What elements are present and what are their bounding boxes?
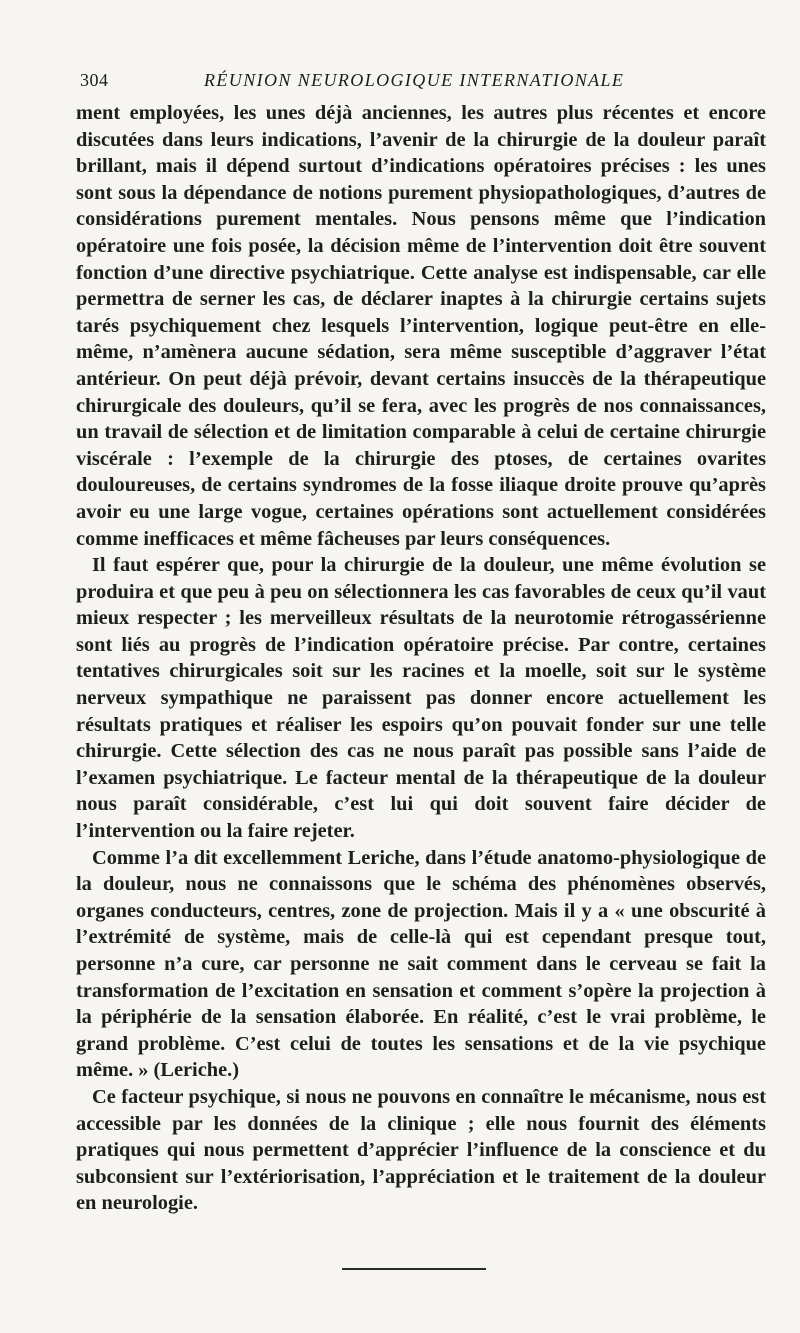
paragraph-4: Ce facteur psychique, si nous ne pouvons en connaître le mécanisme, nous est accessible par les données de la clinique ; elle nous fournit des éléments pratiques qui nous permettent d’apprécier l’influence de la conscience et du subconsient sur l’extériorisation, l’appréciation et le traitement de la douleur en neurologie. [76,1085,766,1215]
body-text [76,100,766,1217]
page [76,62,766,1217]
paragraph-1: ment employées, les unes déjà anciennes, les autres plus récentes et encore discutées dans leurs indications, l’avenir de la chirurgie de la douleur paraît brillant, mais il dépend surtout d’indications opératoires précises : les unes sont sous la dépendance de notions purement physiopathologiques, d’autres de considérations purement mentales. Nous pensons même que l’indication opératoire une fois posée, la décision même de l’intervention doit être souvent fonction d’une directive psychiatrique. Cette analyse est indispensable, car elle permettra de serner les cas, de déclarer inaptes à la chirurgie certains sujets tarés psychiquement chez lesquels l’intervention, logique peut-être en elle-même, n’amènera aucune sédation, sera même susceptible d’aggraver l’état antérieur. On peut déjà prévoir, devant certains insuccès de la thérapeutique chirurgicale des douleurs, qu’il se fera, avec les progrès de nos connaissances, un travail de sélection et de limitation comparable à celui de certaine chirurgie viscérale : l’exemple de la chirurgie des ptoses, de certaines ovarites douloureuses, de certains syndromes de la fosse iliaque droite prouve qu’après avoir eu une large vogue, certaines opérations sont actuellement considérées comme inefficaces et même fâcheuses par leurs conséquences. [76,102,766,550]
running-title: RÉUNION NEUROLOGIQUE INTERNATIONALE [204,70,625,90]
paragraph-2: Il faut espérer que, pour la chirurgie de la douleur, une même évolution se produira et que peu à peu on sélectionnera les cas favorables de ceux qu’il vaut mieux respecter ; les merveilleux résultats de la neurotomie rétrogassérienne sont liés au progrès de l’indication opératoire précise. Par contre, certaines tentatives chirurgicales soit sur les racines et la moelle, soit sur le système nerveux sympathique ne paraissent pas donner encore actuellement les résultats pratiques et réaliser les espoirs qu’on pouvait fonder sur une telle chirurgie. Cette sélection des cas ne nous paraît pas possible sans l’aide de l’examen psychiatrique. Le facteur mental de la thérapeutique de la douleur nous paraît considérable, c’est lui qui doit souvent faire décider de l’intervention ou la faire rejeter. [76,554,766,843]
page-header [76,62,766,94]
end-rule [342,1268,486,1270]
page-number: 304 [80,70,109,90]
paragraph-3: Comme l’a dit excellemment Leriche, dans l’étude anatomo-physiologique de la douleur, nous ne connaissons que le schéma des phénomènes observés, organes conducteurs, centres, zone de projection. Mais il y a « une obscurité à l’extrémité de système, mais de celle-là qui est cependant presque tout, personne n’a cure, car personne ne sait comment dans le cerveau se fait la transformation de l’excitation en sensation et comment s’opère la projection à la périphérie de la sensation élaborée. En réalité, c’est le vrai problème, le grand problème. C’est celui de toutes les sensations et de la vie psychique même. » (Leriche.) [76,846,766,1082]
